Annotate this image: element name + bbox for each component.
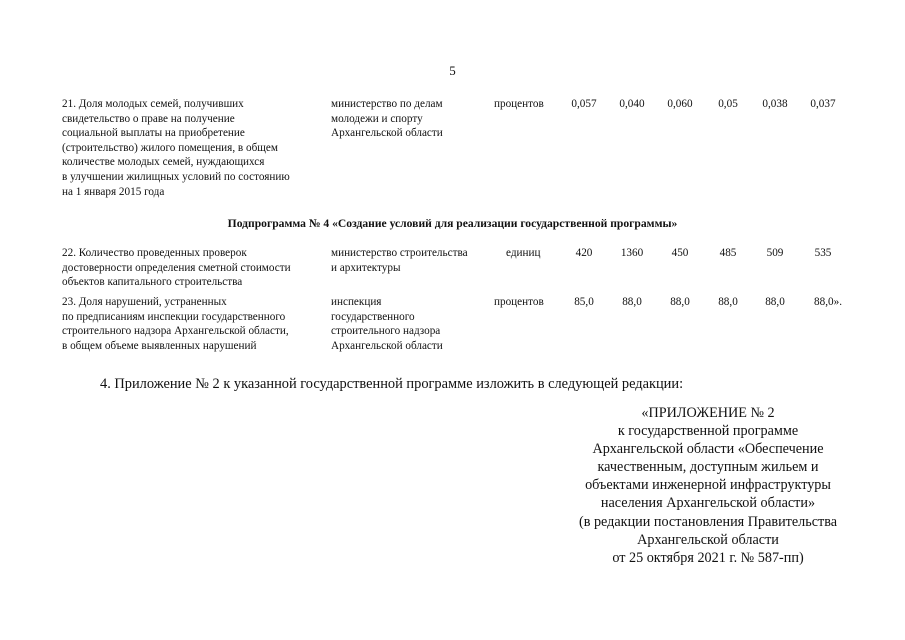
appendix-line: Архангельской области <box>637 531 779 548</box>
indicator-name-line: в улучшении жилищных условий по состоянию <box>62 170 290 183</box>
value-cell: 420 <box>575 247 593 259</box>
value-cell: 450 <box>671 247 689 259</box>
indicator-name-line: на 1 января 2015 года <box>62 185 165 198</box>
appendix-line: от 25 октября 2021 г. № 587-пп) <box>612 549 804 566</box>
indicator-name-line: достоверности определения сметной стоимости <box>62 261 291 274</box>
responsible-line: государственного <box>331 310 415 323</box>
indicator-name-line: объектов капитального строительства <box>62 276 243 289</box>
value-cell: 0,057 <box>571 98 597 110</box>
appendix-line: (в редакции постановления Правительства <box>578 513 838 530</box>
value-cell: 0,040 <box>619 98 645 110</box>
responsible-line: Архангельской области <box>331 127 443 140</box>
value-cell: 88,0 <box>765 296 785 308</box>
indicator-name-line: (строительство) жилого помещения, в общем <box>62 141 278 154</box>
value-cell: 509 <box>766 247 784 259</box>
body-paragraph: 4. Приложение № 2 к указанной государственной программе изложить в следующей редакции: <box>100 376 684 392</box>
value-cell: 88,0 <box>622 296 642 308</box>
value-cell: 88,0». <box>814 296 842 308</box>
responsible-line: строительного надзора <box>331 325 441 338</box>
subprogram-heading: Подпрограмма № 4 «Создание условий для реализации государственной программы» <box>227 217 678 230</box>
value-cell: 0,038 <box>762 98 788 110</box>
indicator-name-line: 23. Доля нарушений, устраненных <box>62 296 227 308</box>
responsible-line: министерство строительства <box>331 247 468 259</box>
appendix-line: объектами инженерной инфраструктуры <box>585 477 831 494</box>
indicator-name <box>62 97 328 199</box>
value-cell: 88,0 <box>670 296 690 308</box>
value-cell: 0,060 <box>667 98 693 110</box>
appendix-line: «ПРИЛОЖЕНИЕ № 2 <box>641 405 775 421</box>
value-cell: 535 <box>814 247 832 259</box>
responsible-body <box>331 295 491 353</box>
indicator-name <box>62 295 328 353</box>
responsible-body <box>331 97 491 141</box>
unit-cell: процентов <box>494 98 544 110</box>
value-cell: 0,037 <box>810 98 836 110</box>
responsible-line: и архитектуры <box>331 261 401 274</box>
indicator-name-line: свидетельство о праве на получение <box>62 112 235 125</box>
responsible-line: молодежи и спорту <box>331 112 423 125</box>
appendix-line: населения Архангельской области» <box>600 495 816 512</box>
unit-cell: процентов <box>494 296 544 308</box>
indicator-name-line: социальной выплаты на приобретение <box>62 127 245 140</box>
page-number: 5 <box>449 63 456 78</box>
indicator-name-line: по предписаниям инспекции государственного <box>62 310 286 323</box>
indicator-name-line: строительного надзора Архангельской области, <box>62 325 289 338</box>
appendix-line: Архангельской области «Обеспечение <box>592 441 824 458</box>
value-cell: 88,0 <box>718 296 738 308</box>
value-cell: 85,0 <box>574 296 594 308</box>
indicator-name-line: 21. Доля молодых семей, получивших <box>62 98 244 110</box>
responsible-line: инспекция <box>331 296 382 308</box>
indicator-name <box>62 246 328 290</box>
appendix-line: качественным, доступным жильем и <box>597 459 819 476</box>
value-cell: 0,05 <box>718 98 738 110</box>
indicator-name-line: в общем объеме выявленных нарушений <box>62 339 257 352</box>
unit-cell: единиц <box>506 247 541 259</box>
appendix-header <box>560 404 856 567</box>
value-cell: 1360 <box>620 247 644 259</box>
value-cell: 485 <box>719 247 737 259</box>
responsible-body <box>331 246 491 275</box>
responsible-line: министерство по делам <box>331 98 443 110</box>
appendix-line: к государственной программе <box>617 423 799 440</box>
responsible-line: Архангельской области <box>331 339 443 352</box>
indicator-name-line: количестве молодых семей, нуждающихся <box>62 156 265 169</box>
indicator-name-line: 22. Количество проведенных проверок <box>62 247 247 259</box>
